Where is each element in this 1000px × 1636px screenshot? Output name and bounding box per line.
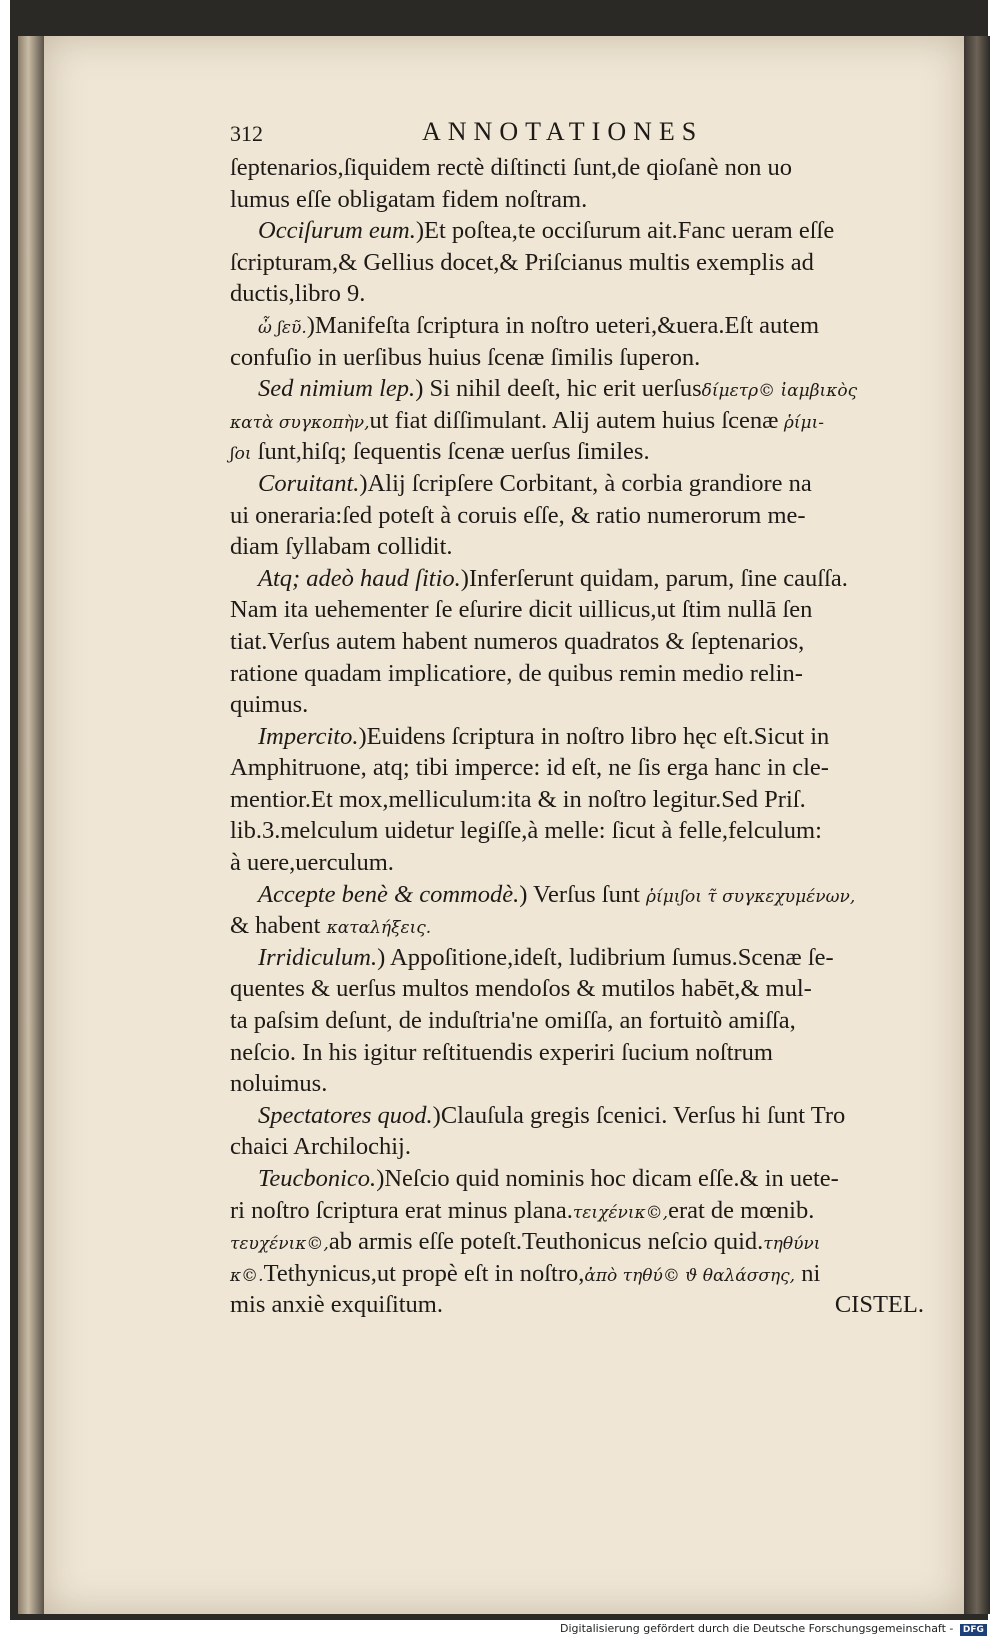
line-text: ſunt,hiſq; ſequentis ſcenæ uerſus ſimiles. [251, 438, 650, 466]
text-line [230, 1068, 930, 1100]
text-line [230, 500, 930, 532]
line-text: ) Appoſitione,ideſt, ludibrium ſumus.Scenæ ſe- [377, 943, 834, 971]
lemma: Impercito. [258, 722, 359, 750]
greek-text: ῥίμιʃοι τ̃ συγκεχυμένων, [646, 886, 856, 907]
line-text: )Clauſula gregis ſcenici. Verſus hi ſunt Tro [432, 1101, 846, 1129]
text-line [230, 1226, 930, 1258]
line-text: )Alij ſcripſere Corbitant, à corbia grandiore na [359, 469, 812, 497]
line-text: ui oneraria:ſed poteſt à coruis eſſe, & ratio numerorum me- [230, 501, 806, 529]
text-line [230, 342, 930, 374]
line-text: ut fiat diſſimulant. Alij autem huius ſcenæ [369, 406, 779, 434]
text-line [230, 1289, 930, 1321]
text-line [230, 215, 930, 247]
text-line [230, 626, 930, 658]
line-text: ab armis eſſe poteſt.Teuthonicus neſcio quid. [328, 1228, 764, 1256]
text-line [230, 373, 930, 405]
line-text: )Inferſerunt quidam, parum, ſine cauſſa. [460, 564, 848, 592]
text-line [230, 1100, 930, 1132]
text-line [230, 1005, 930, 1037]
line-text: ta paſsim deſunt, de induſtria'ne omiſſa, an fortuitò amiſſa, [230, 1007, 796, 1035]
line-text: mentior.Et mox,melliculum:ita & in noſtro legitur.Sed Priſ. [230, 785, 806, 813]
line-text: )Euidens ſcriptura in noſtro libro hęc eſt.Sicut in [358, 722, 830, 750]
dfg-logo: DFG [960, 1624, 987, 1636]
line-text: erat de mœnib. [668, 1196, 815, 1224]
lemma: Irridiculum. [258, 943, 378, 971]
line-text: confuſio in uerſibus huius ſcenæ ſimilis ſuperon. [230, 343, 701, 371]
line-text: )Neſcio quid nominis hoc dicam eſſe.& in uete- [376, 1165, 839, 1192]
text-line [230, 468, 930, 500]
text-line [230, 658, 930, 690]
text-line [230, 1131, 930, 1163]
greek-text: ὦ ʃεῦ. [258, 317, 307, 338]
text-line [230, 278, 930, 310]
greek-text: τηθύνι [763, 1234, 821, 1255]
lemma: Spectatores quod. [258, 1101, 433, 1129]
catchword: CISTEL. [834, 1291, 924, 1319]
line-text: lib.3.melculum uidetur legiſſe,à melle: ſicut à felle,felculum: [230, 817, 822, 845]
text-line [230, 152, 930, 184]
text-line [230, 1037, 930, 1069]
page-edge-left [18, 36, 44, 1614]
folio-number: 312 [230, 121, 263, 146]
text-line [230, 563, 930, 595]
annotation-body [230, 152, 930, 1321]
lemma: Accepte benè & commodè. [258, 880, 520, 908]
text-line [230, 436, 930, 468]
line-text: ratione quadam implicatiore, de quibus remin medio relin- [230, 659, 803, 687]
page-header [230, 118, 750, 150]
line-text: ) Verſus ſunt [519, 880, 647, 908]
text-line [230, 310, 930, 342]
text-line [230, 247, 930, 279]
line-text: neſcio. In his igitur reſtituendis experiri ſucium noſtrum [230, 1038, 773, 1066]
text-line [230, 1195, 930, 1227]
line-text: ni [795, 1259, 821, 1287]
greek-text: τειχένικ©, [572, 1202, 669, 1223]
line-text: noluimus. [230, 1070, 328, 1098]
line-text: mis anxiè exquiſitum. [230, 1291, 443, 1319]
lemma: Occiſurum eum. [258, 217, 416, 245]
line-text: diam ſyllabam collidit. [230, 533, 453, 561]
greek-text: καταλήξεις. [326, 918, 432, 939]
line-text: chaici Archilochij. [230, 1133, 411, 1161]
greek-text: τευχένικ©, [230, 1234, 329, 1255]
line-text: )Manifeſta ſcriptura in noſtro ueteri,&uera.Eſt autem [306, 311, 820, 339]
text-line [230, 184, 930, 216]
line-text: ſeptenarios,ſiquidem rectè diſtincti ſunt,de qioſanè non uo [230, 154, 792, 181]
page-edge-right [964, 36, 990, 1614]
line-text: Tethynicus,ut propè eſt in noſtro, [263, 1259, 585, 1287]
greek-text: κ©. [230, 1265, 264, 1286]
lemma: Coruitant. [258, 469, 360, 497]
text-line [230, 910, 930, 942]
text-line [230, 531, 930, 563]
text-line [230, 973, 930, 1005]
greek-text: κατὰ συγκοπὴν, [230, 412, 370, 433]
running-head: ANNOTATIONES [422, 117, 704, 146]
text-line [230, 942, 930, 974]
text-line [230, 405, 930, 437]
text-line [230, 1258, 930, 1290]
line-text: Nam ita uehementer ſe eſurire dicit uillicus,ut ſtim nullā ſen [230, 596, 813, 624]
digitization-credit [560, 1622, 1000, 1636]
line-text: tiat.Verſus autem habent numeros quadratos & ſeptenarios, [230, 627, 805, 655]
greek-text: δίμετρ© ἰαμβικὸς [701, 381, 858, 402]
line-text: ſcripturam,& Gellius docet,& Priſcianus multis exemplis ad [230, 248, 814, 276]
line-text: ) Si nihil deeſt, hic erit uerſus [415, 375, 702, 403]
line-text: ductis,libro 9. [230, 280, 366, 308]
lemma: Atq; adeò haud ſitio. [258, 564, 461, 592]
text-line [230, 847, 930, 879]
line-text: lumus eſſe obligatam fidem noſtram. [230, 185, 588, 213]
credit-text: Digitalisierung gefördert durch die Deutsche Forschungsgemeinschaft - [560, 1622, 954, 1635]
greek-text: ῥίμι- [778, 412, 824, 433]
line-text: & habent [230, 912, 327, 940]
text-line [230, 752, 930, 784]
line-text: à uere,uerculum. [230, 849, 394, 877]
text-line [230, 879, 930, 911]
text-line [230, 689, 930, 721]
greek-text: ἀπὸ τηθύ© ϑ θαλάσσης, [584, 1265, 796, 1286]
line-text: quentes & uerſus multos mendoſos & mutilos habēt,& mul- [230, 975, 812, 1003]
lemma: Sed nimium lep. [258, 375, 416, 403]
text-line [230, 815, 930, 847]
text-line [230, 721, 930, 753]
line-text: quimus. [230, 691, 309, 719]
text-line [230, 784, 930, 816]
line-text: )Et poſtea,te occiſurum ait.Fanc ueram eſſe [415, 217, 835, 245]
greek-text: ʃοι [230, 444, 252, 465]
lemma: Teucbonico. [258, 1165, 377, 1192]
line-text: ri noſtro ſcriptura erat minus plana. [230, 1196, 573, 1224]
text-line [230, 1163, 930, 1195]
text-line [230, 594, 930, 626]
line-text: Amphitruone, atq; tibi imperce: id eſt, ne ſis erga hanc in cle- [230, 754, 829, 782]
